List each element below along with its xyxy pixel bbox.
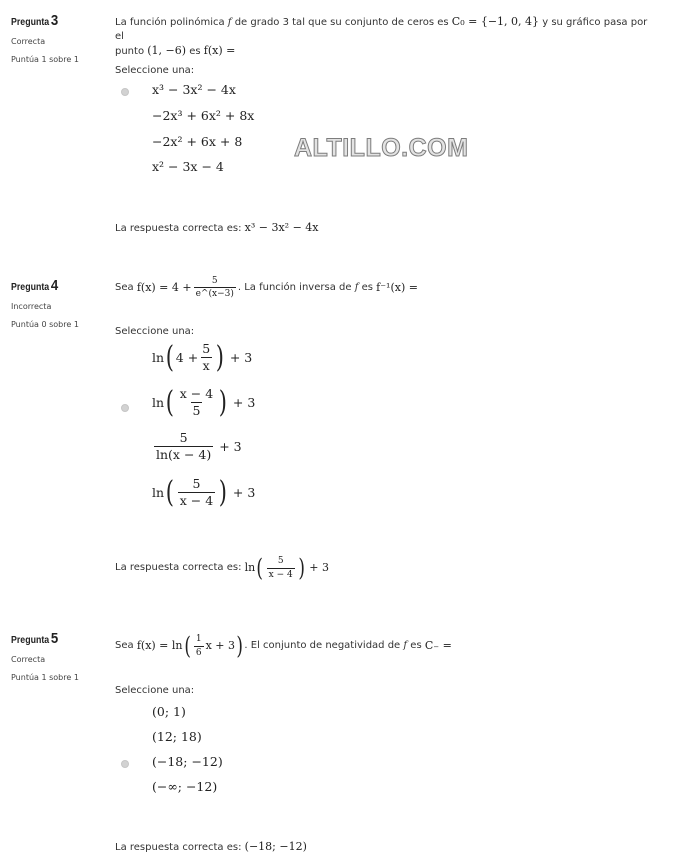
option-3a[interactable]: x³ − 3x² − 4x bbox=[152, 82, 236, 97]
option-5c[interactable]: (−18; −12) bbox=[152, 754, 223, 769]
option-4d[interactable]: ln ( $\frac{5}{x - 4}$ ) + 3 bbox=[152, 474, 256, 510]
correct-answer-3: La respuesta correcta es: x³ − 3x² − 4x bbox=[115, 221, 319, 234]
question-grade: Puntúa 1 sobre 1 bbox=[11, 55, 79, 64]
question-stem-5: Sea f(x) = ln ( $\frac{1}{6}$ x + 3 ) . El conjunto de negatividad de f es C₋ = bbox=[115, 632, 452, 660]
select-prompt: Seleccione una: bbox=[115, 326, 195, 337]
correct-answer-5: La respuesta correcta es: (−18; −12) bbox=[115, 840, 307, 853]
question-info-3 bbox=[11, 12, 106, 64]
select-prompt: Seleccione una: bbox=[115, 685, 195, 696]
question-number: Pregunta 5 bbox=[11, 630, 59, 647]
option-5d[interactable]: (−∞; −12) bbox=[152, 779, 218, 794]
stem-fraction: $\frac{5}{e\^{}(x-3)}$ bbox=[195, 276, 234, 300]
question-number: Pregunta 4 bbox=[11, 277, 59, 294]
question-grade: Puntúa 0 sobre 1 bbox=[11, 320, 79, 329]
question-state: Incorrecta bbox=[11, 302, 52, 311]
radio-option-3a[interactable] bbox=[121, 88, 129, 96]
option-3b[interactable]: −2x³ + 6x² + 8x bbox=[152, 108, 255, 123]
option-4a[interactable]: ln ( 4 + $\frac{5}{x}$ ) + 3 bbox=[152, 339, 253, 375]
select-prompt: Seleccione una: bbox=[115, 65, 195, 76]
question-state: Correcta bbox=[11, 37, 46, 46]
option-4c[interactable]: $\frac{5}{\ln(x - 4)}$ + 3 bbox=[156, 430, 242, 463]
option-4b[interactable]: ln ( $\frac{x - 4}{5}$ ) + 3 bbox=[152, 384, 256, 420]
question-grade: Puntúa 1 sobre 1 bbox=[11, 673, 79, 682]
question-stem-3: La función polinómica f de grado 3 tal que su conjunto de ceros es C₀ = {−1, 0, 4} y su gráfico pasa por el punto (1, −6) es f(x) = bbox=[115, 15, 648, 57]
radio-option-4b[interactable] bbox=[121, 404, 129, 412]
radio-option-5c[interactable] bbox=[121, 760, 129, 768]
question-state: Correcta bbox=[11, 655, 46, 664]
question-info-4 bbox=[11, 277, 106, 329]
option-5b[interactable]: (12; 18) bbox=[152, 729, 202, 744]
watermark-logo: ALTILLO.COM bbox=[294, 134, 469, 162]
question-stem-4: Sea f(x) = 4 + $\frac{5}{e\^{}(x-3)}$ . La función inversa de f es f⁻¹(x) = bbox=[115, 276, 418, 300]
option-3d[interactable]: x² − 3x − 4 bbox=[152, 159, 224, 174]
option-3c[interactable]: −2x² + 6x + 8 bbox=[152, 134, 243, 149]
correct-answer-4: La respuesta correcta es: ln ( $\frac{5}{x - 4}$ ) + 3 bbox=[115, 554, 329, 582]
option-5a[interactable]: (0; 1) bbox=[152, 704, 186, 719]
question-info-5 bbox=[11, 630, 106, 682]
question-number: Pregunta 3 bbox=[11, 12, 59, 29]
